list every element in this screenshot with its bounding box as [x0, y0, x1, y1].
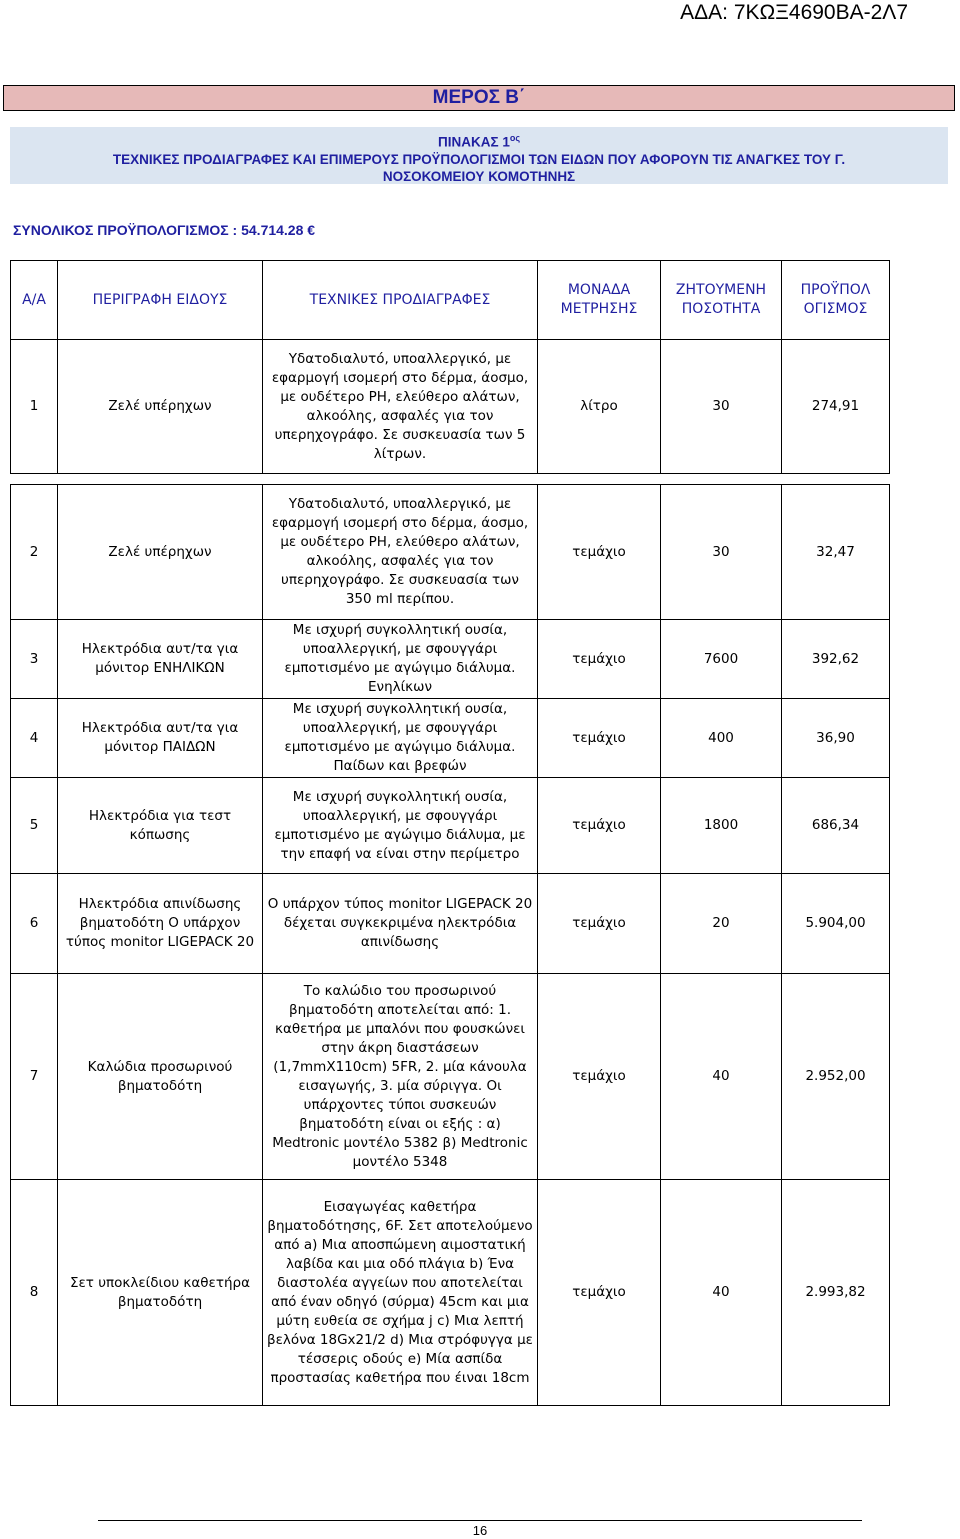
row-aa: 5	[10, 778, 58, 874]
row-budget: 2.952,00	[782, 974, 890, 1180]
table-row	[10, 974, 890, 1180]
footer-rule	[98, 1520, 862, 1521]
row-desc: Καλώδια προσωρινού βηματοδότη	[58, 974, 263, 1180]
row-qty: 30	[661, 484, 782, 620]
row-desc: Ηλεκτρόδια απινίδωσης βηματοδότη Ο υπάρχον τύπος monitor LIGEPACK 20	[58, 874, 263, 974]
row-unit: λίτρο	[538, 340, 661, 474]
row-qty: 7600	[661, 620, 782, 699]
row-unit: τεμάχιο	[538, 874, 661, 974]
row-unit: τεμάχιο	[538, 699, 661, 778]
row-unit: τεμάχιο	[538, 620, 661, 699]
row-unit: τεμάχιο	[538, 484, 661, 620]
row-budget: 392,62	[782, 620, 890, 699]
row-unit: τεμάχιο	[538, 778, 661, 874]
spec-table	[10, 260, 890, 1406]
row-qty: 40	[661, 1180, 782, 1406]
table-heading-line1: ΤΕΧΝΙΚΕΣ ΠΡΟΔΙΑΓΡΑΦΕΣ ΚΑΙ ΕΠΙΜΕΡΟΥΣ ΠΡΟΫΠΟΛΟΓΙΣΜΟΙ ΤΩΝ ΕΙΔΩΝ ΠΟΥ ΑΦΟΡΟΥΝ ΤΙΣ ΑΝΑΓΚΕΣ ΤΟΥ Γ.	[112, 151, 846, 167]
row-qty: 20	[661, 874, 782, 974]
row-aa: 2	[10, 484, 58, 620]
col-budget: ΠΡΟΫΠΟΛ ΟΓΙΣΜΟΣ	[782, 260, 890, 340]
row-qty: 400	[661, 699, 782, 778]
row-desc: Ηλεκτρόδια για τεστ κόπωσης	[58, 778, 263, 874]
row-budget: 36,90	[782, 699, 890, 778]
col-aa: Α/Α	[10, 260, 58, 340]
row-aa: 8	[10, 1180, 58, 1406]
table-row	[10, 874, 890, 974]
row-desc: Ζελέ υπέρηχων	[58, 340, 263, 474]
col-qty: ΖΗΤΟΥΜΕΝΗ ΠΟΣΟΤΗΤΑ	[661, 260, 782, 340]
row-aa: 4	[10, 699, 58, 778]
table-row	[10, 340, 890, 474]
col-unit: ΜΟΝΑΔΑ ΜΕΤΡΗΣΗΣ	[538, 260, 661, 340]
row-spec: Με ισχυρή συγκολλητική ουσία, υποαλλεργική, με σφουγγάρι εμποτισμένο με αγώγιμο διάλυμα, με την επαφή να είναι στην περίμετρο	[263, 778, 538, 874]
row-budget: 5.904,00	[782, 874, 890, 974]
row-spec: Με ισχυρή συγκολλητική ουσία, υποαλλεργική, με σφουγγάρι εμποτισμένο με αγώγιμο διάλυμα. Παίδων και βρεφών	[263, 699, 538, 778]
row-budget: 32,47	[782, 484, 890, 620]
row-spec: Υδατοδιαλυτό, υποαλλεργικό, με εφαρμογή ισομερή στο δέρμα, άοσμο, με ουδέτερο PH, ελεύθερο αλάτων, αλκοόλης, ασφαλές για τον υπερηχογράφο. Σε συσκευασία των 5 λίτρων.	[263, 340, 538, 474]
row-aa: 3	[10, 620, 58, 699]
table-row	[10, 620, 890, 699]
row-aa: 7	[10, 974, 58, 1180]
row-desc: Σετ υποκλείδιου καθετήρα βηματοδότη	[58, 1180, 263, 1406]
col-desc: ΠΕΡΙΓΡΑΦΗ ΕΙΔΟΥΣ	[58, 260, 263, 340]
table-heading-line2: ΝΟΣΟΚΟΜΕΙΟΥ ΚΟΜΟΤΗΝΗΣ	[382, 168, 576, 184]
row-qty: 30	[661, 340, 782, 474]
section-title: ΜΕΡΟΣ Β΄	[3, 85, 955, 111]
row-qty: 40	[661, 974, 782, 1180]
row-aa: 6	[10, 874, 58, 974]
row-aa: 1	[10, 340, 58, 474]
row-budget: 274,91	[782, 340, 890, 474]
row-qty: 1800	[661, 778, 782, 874]
row-spec: Με ισχυρή συγκολλητική ουσία, υποαλλεργική, με σφουγγάρι εμποτισμένο με αγώγιμο διάλυμα. Ενηλίκων	[263, 620, 538, 699]
page-number: 16	[472, 1523, 488, 1538]
row-desc: Ηλεκτρόδια αυτ/τα για μόνιτορ ΠΑΙΔΩΝ	[58, 699, 263, 778]
table-row	[10, 484, 890, 620]
table-row	[10, 778, 890, 874]
row-spec: Το καλώδιο του προσωρινού βηματοδότη αποτελείται από: 1. καθετήρα με μπαλόνι που φουσκώνει στην άκρη διαστάσεων (1,7mmX110cm) 5FR, 2. μία κάνουλα εισαγωγής, 3. μία σύριγγα. Οι υπάρχοντες τύποι συσκευών βηματοδότη είναι οι εξής : α) Medtronic μοντέλο 5382 β) Medtronic μοντέλο 5348	[263, 974, 538, 1180]
row-spec: Ο υπάρχον τύπος monitor LIGEPACK 20 δέχεται συγκεκριμένα ηλεκτρόδια απινίδωσης	[263, 874, 538, 974]
row-spec: Υδατοδιαλυτό, υποαλλεργικό, με εφαρμογή ισομερή στο δέρμα, άοσμο, με ουδέτερο PH, ελεύθερο αλάτων, αλκοόλης, ασφαλές για τον υπερηχογράφο. Σε συσκευασία των 350 ml περίπου.	[263, 484, 538, 620]
col-spec: ΤΕΧΝΙΚΕΣ ΠΡΟΔΙΑΓΡΑΦΕΣ	[263, 260, 538, 340]
row-spec: Εισαγωγέας καθετήρα βηματοδότησης, 6F. Σετ αποτελούμενο από a) Μια αποσπώμενη αιμοστατική λαβίδα και μια οδό πλάγια b) Ένα διαστολέα αγγείων που αποτελείται από έναν οδηγό (σύρμα) 45cm και μια μύτη ευθεία σε σχήμα j c) Μια λεπτή βελόνα 18Gx21/2 d) Μια στρόφυγγα με τέσσερις οδούς e) Μία ασπίδα προστασίας καθετήρα που έιναι 18cm	[263, 1180, 538, 1406]
row-unit: τεμάχιο	[538, 1180, 661, 1406]
table-row	[10, 1180, 890, 1406]
total-budget: ΣΥΝΟΛΙΚΟΣ ΠΡΟΫΠΟΛΟΓΙΣΜΟΣ : 54.714.28 €	[13, 222, 316, 238]
table-header-row	[10, 260, 890, 340]
table-heading-title: ΠΙΝΑΚΑΣ $1^{o\varsigma}$	[437, 133, 521, 150]
table-row	[10, 699, 890, 778]
row-budget: 2.993,82	[782, 1180, 890, 1406]
row-desc: Ζελέ υπέρηχων	[58, 484, 263, 620]
ada-code: ΑΔΑ: 7ΚΩΞ4690ΒΑ-2Λ7	[680, 1, 908, 24]
row-budget: 686,34	[782, 778, 890, 874]
row-unit: τεμάχιο	[538, 974, 661, 1180]
table-heading	[10, 127, 948, 184]
row-desc: Ηλεκτρόδια αυτ/τα για μόνιτορ ΕΝΗΛΙΚΩΝ	[58, 620, 263, 699]
